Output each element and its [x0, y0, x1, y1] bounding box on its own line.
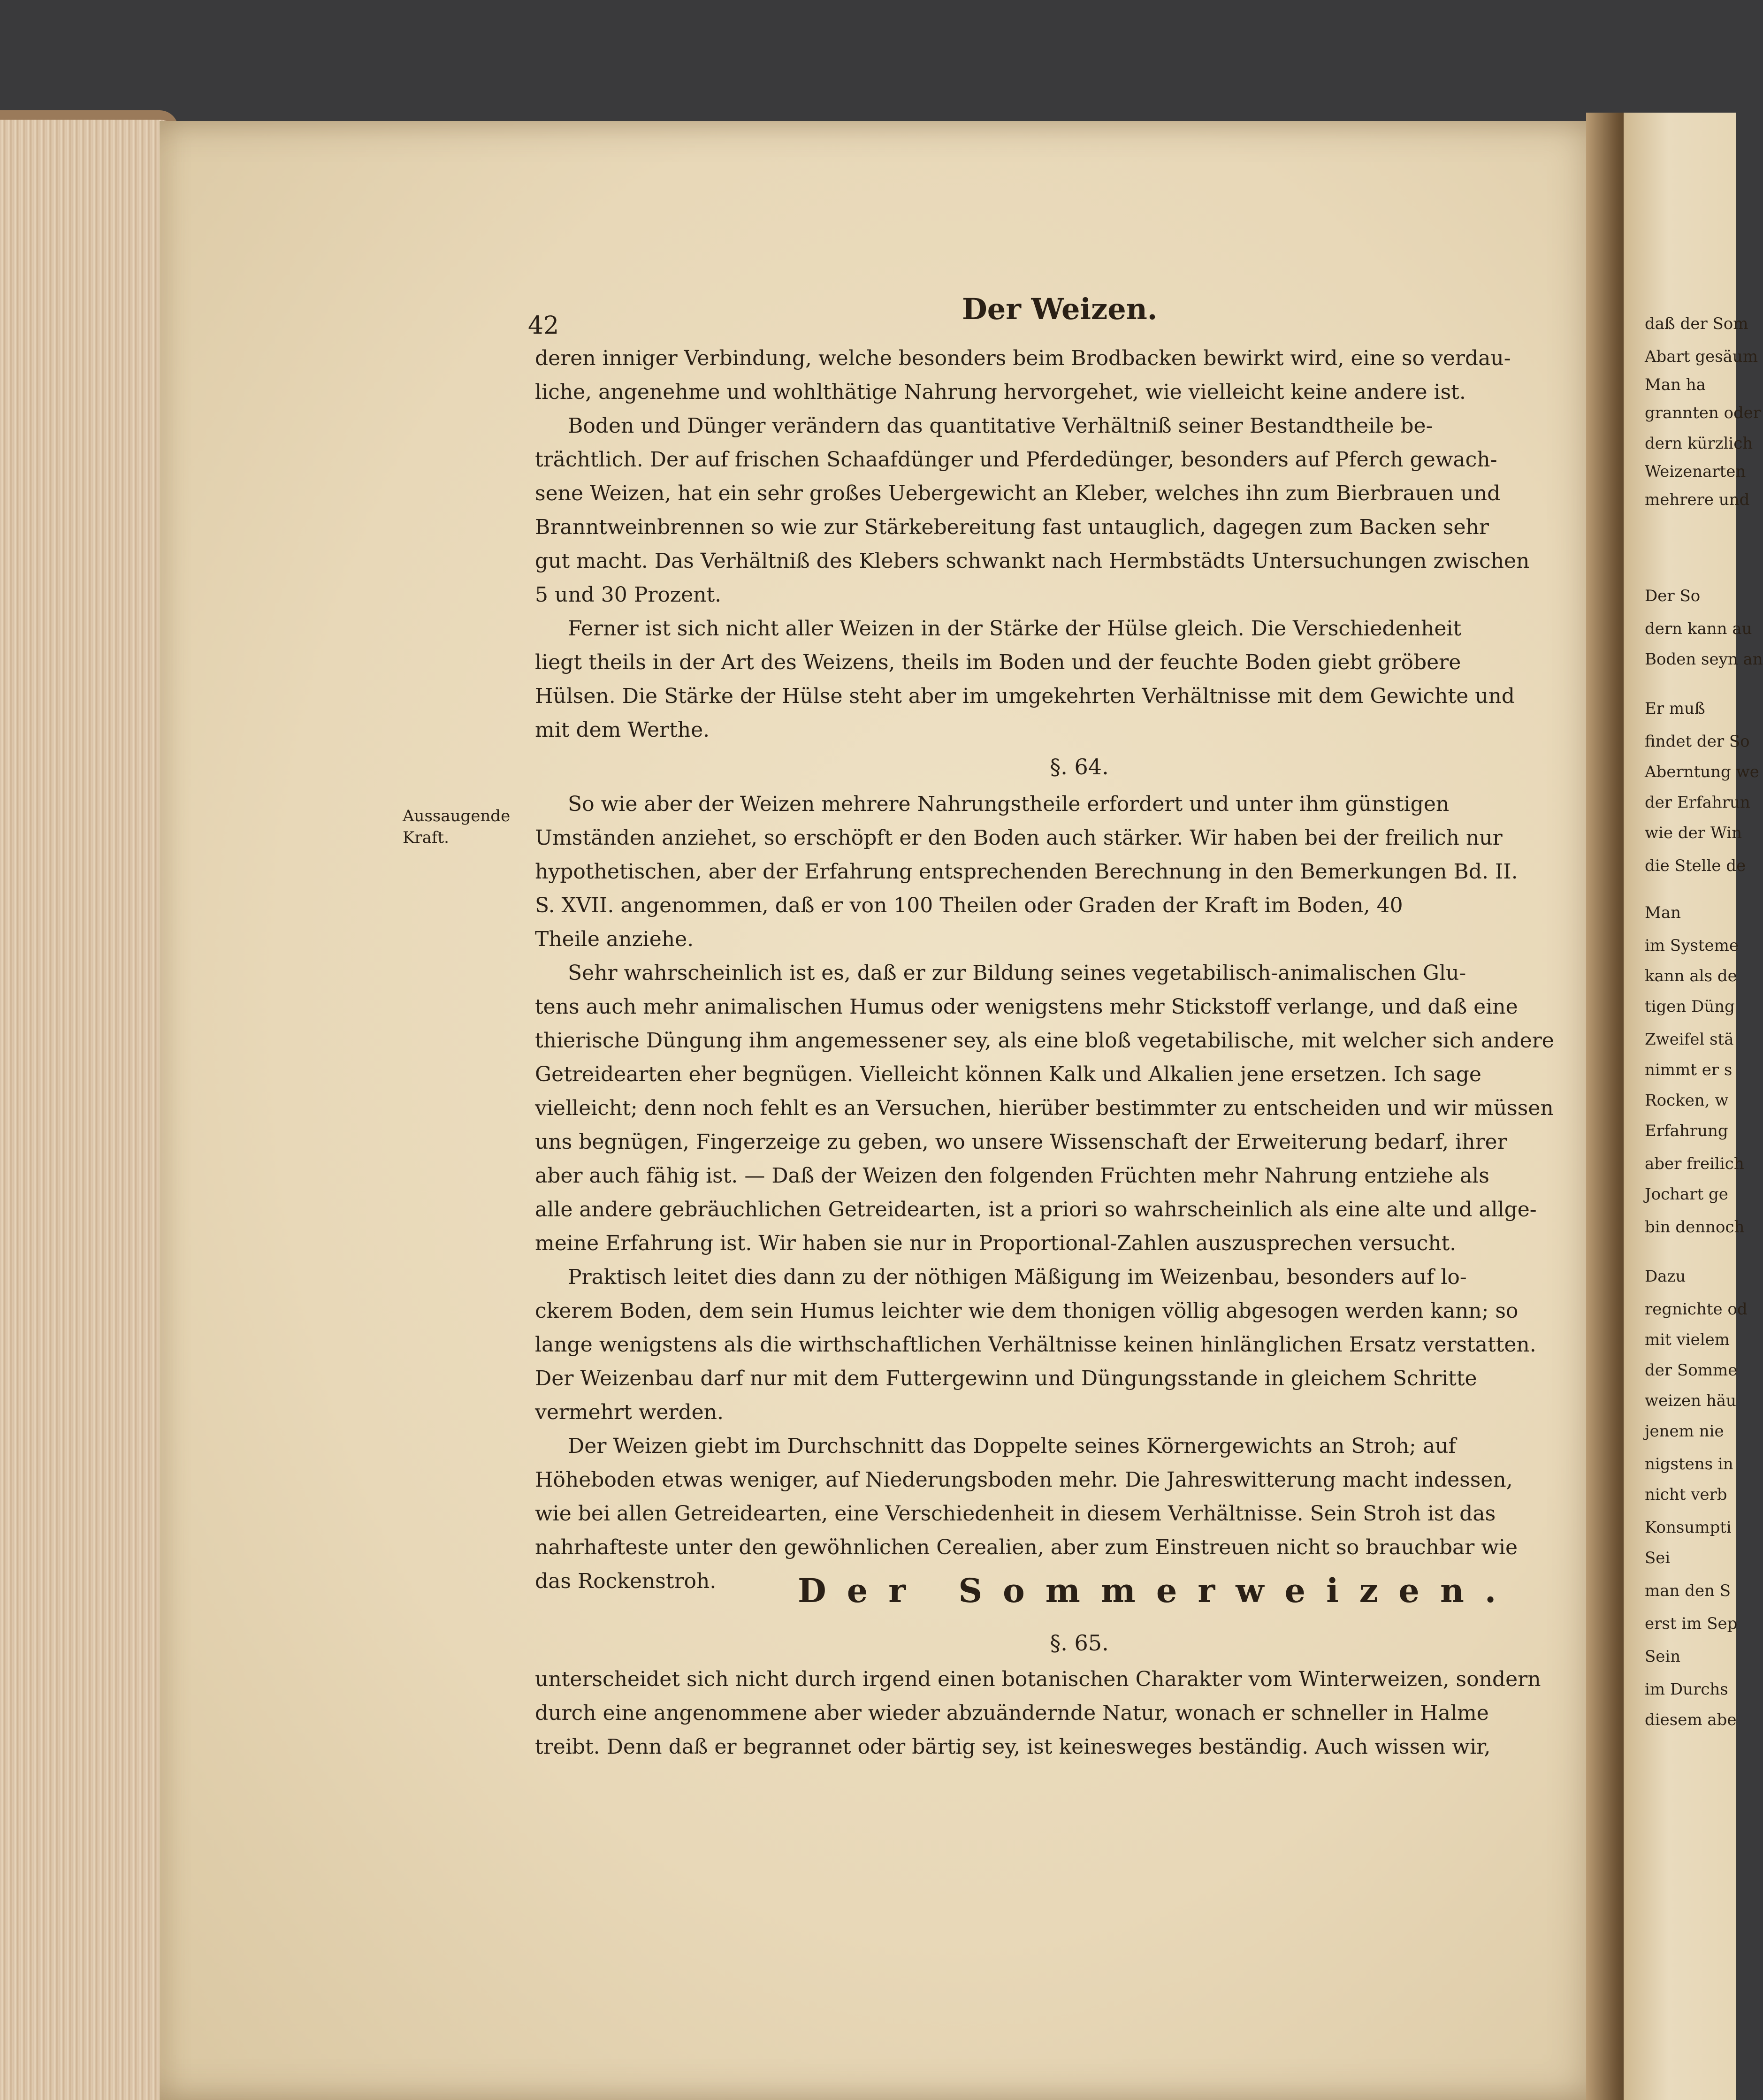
text-line: aber auch fähig ist. — Daß der Weizen den folgenden Früchten mehr Nahrung entziehe als: [535, 1164, 1489, 1188]
text-line: Höheboden etwas weniger, auf Niederungsboden mehr. Die Jahreswitterung macht indessen,: [535, 1468, 1513, 1492]
fragment-line: diesem abe: [1645, 1711, 1737, 1729]
text-line: thierische Düngung ihm angemessener sey, als eine bloß vegetabilische, mit welcher sich andere: [535, 1029, 1554, 1053]
text-line: hypothetischen, aber der Erfahrung entsprechenden Berechnung in den Bemerkungen Bd. II.: [535, 860, 1518, 884]
text-line: gut macht. Das Verhältniß des Klebers schwankt nach Hermbstädts Untersuchungen zwischen: [535, 549, 1530, 573]
fragment-line: nimmt er s: [1645, 1061, 1732, 1079]
text-line: Sehr wahrscheinlich ist es, daß er zur Bildung seines vegetabilisch-animalischen Glu-: [568, 961, 1466, 985]
text-line: durch eine angenommene aber wieder abzuändernde Natur, wonach er schneller in Halme: [535, 1701, 1489, 1725]
fragment-line: der Somme: [1645, 1361, 1738, 1380]
fragment-line: Erfahrung: [1645, 1122, 1728, 1140]
fragment-line: Man: [1645, 903, 1681, 922]
text-line: liche, angenehme und wohlthätige Nahrung hervorgehet, wie vielleicht keine andere ist.: [535, 380, 1466, 404]
section-number-65: §. 65.: [1050, 1630, 1109, 1656]
fragment-line: Zweifel stä: [1645, 1030, 1734, 1049]
fragment-line: Man ha: [1645, 375, 1706, 394]
text-line: ckerem Boden, dem sein Humus leichter wie dem thonigen völlig abgesogen werden kann; so: [535, 1299, 1519, 1323]
text-line: trächtlich. Der auf frischen Schaafdünger und Pferdedünger, besonders auf Pferch gewach-: [535, 448, 1497, 472]
fragment-line: grannten oder: [1645, 404, 1761, 422]
text-line: uns begnügen, Fingerzeige zu geben, wo unsere Wissenschaft der Erweiterung bedarf, ihrer: [535, 1130, 1507, 1154]
fragment-line: wie der Win: [1645, 824, 1742, 842]
fragment-line: Weizenarten: [1645, 462, 1746, 481]
text-line: treibt. Denn daß er begrannet oder bärtig sey, ist keinesweges beständig. Auch wissen wir,: [535, 1735, 1491, 1759]
text-line: Getreidearten eher begnügen. Vielleicht können Kalk und Alkalien jene ersetzen. Ich sage: [535, 1062, 1481, 1086]
fragment-line: Jochart ge: [1645, 1185, 1728, 1204]
text-line: das Rockenstroh.: [535, 1569, 717, 1593]
fragment-line: Rocken, w: [1645, 1091, 1729, 1110]
text-line: Branntweinbrennen so wie zur Stärkebereitung fast untauglich, dagegen zum Backen sehr: [535, 515, 1489, 539]
text-line: S. XVII. angenommen, daß er von 100 Theilen oder Graden der Kraft im Boden, 40: [535, 893, 1403, 917]
fragment-line: dern kann au: [1645, 619, 1752, 638]
text-line: Hülsen. Die Stärke der Hülse steht aber im umgekehrten Verhältnisse mit dem Gewichte und: [535, 684, 1515, 708]
fragment-line: man den S: [1645, 1581, 1731, 1600]
text-line: Umständen anziehet, so erschöpft er den Boden auch stärker. Wir haben bei der freilich nur: [535, 826, 1503, 850]
fragment-line: mit vielem: [1645, 1330, 1730, 1349]
text-line: So wie aber der Weizen mehrere Nahrungstheile erfordert und unter ihm günstigen: [568, 792, 1450, 816]
text-line: deren inniger Verbindung, welche besonders beim Brodbacken bewirkt wird, eine so verdau-: [535, 346, 1511, 370]
fragment-line: jenem nie: [1645, 1422, 1724, 1441]
page-edges: [0, 120, 178, 2100]
text-line: Boden und Dünger verändern das quantitative Verhältniß seiner Bestandtheile be-: [568, 414, 1433, 438]
text-line: meine Erfahrung ist. Wir haben sie nur in Proportional-Zahlen auszusprechen versucht.: [535, 1231, 1457, 1255]
text-line: Der Weizen giebt im Durchschnitt das Doppelte seines Körnergewichts an Stroh; auf: [568, 1434, 1456, 1458]
fragment-line: Sei: [1645, 1549, 1671, 1567]
text-line: wie bei allen Getreidearten, eine Verschiedenheit in diesem Verhältnisse. Sein Stroh ist das: [535, 1502, 1496, 1526]
fragment-line: Aberntung we: [1645, 763, 1759, 781]
running-header: Der Weizen.: [962, 292, 1158, 326]
text-line: alle andere gebräuchlichen Getreidearten, ist a priori so wahrscheinlich als eine alte und allge-: [535, 1198, 1537, 1222]
fragment-line: bin dennoch: [1645, 1218, 1745, 1237]
text-line: Theile anziehe.: [535, 927, 694, 951]
fragment-line: regnichte od: [1645, 1300, 1748, 1319]
text-line: lange wenigstens als die wirthschaftlichen Verhältnisse keinen hinlänglichen Ersatz verstatten.: [535, 1333, 1536, 1357]
fragment-line: weizen häu: [1645, 1391, 1736, 1410]
fragment-line: dern kürzlich: [1645, 434, 1753, 453]
margin-note-line: Kraft.: [403, 828, 449, 847]
text-line: vielleicht; denn noch fehlt es an Versuchen, hierüber bestimmter zu entscheiden und wir müssen: [535, 1096, 1554, 1120]
fragment-line: Boden seyn an: [1645, 650, 1763, 669]
text-line: vermehrt werden.: [535, 1400, 724, 1424]
fragment-line: daß der Som: [1645, 314, 1748, 333]
fragment-line: mehrere und: [1645, 490, 1750, 509]
fragment-line: die Stelle de: [1645, 856, 1746, 875]
fragment-line: tigen Düng: [1645, 997, 1735, 1016]
section-title: Der Sommerweizen.: [798, 1571, 1517, 1610]
fragment-line: Abart gesäum: [1645, 347, 1758, 366]
fragment-line: findet der So: [1645, 732, 1750, 751]
page-number: 42: [528, 312, 559, 340]
fragment-line: Der So: [1645, 587, 1701, 605]
text-line: mit dem Werthe.: [535, 718, 710, 742]
text-line: Praktisch leitet dies dann zu der nöthigen Mäßigung im Weizenbau, besonders auf lo-: [568, 1265, 1467, 1289]
text-line: Der Weizenbau darf nur mit dem Futtergewinn und Düngungsstande in gleichem Schritte: [535, 1367, 1477, 1390]
text-line: unterscheidet sich nicht durch irgend einen botanischen Charakter vom Winterweizen, sondern: [535, 1667, 1541, 1691]
margin-note-line: Aussaugende: [403, 807, 511, 825]
fragment-line: kann als de: [1645, 967, 1737, 985]
text-line: 5 und 30 Prozent.: [535, 583, 722, 607]
text-line: Ferner ist sich nicht aller Weizen in der Stärke der Hülse gleich. Die Verschiedenheit: [568, 617, 1462, 641]
fragment-line: nicht verb: [1645, 1485, 1727, 1504]
fragment-line: Sein: [1645, 1647, 1681, 1666]
text-line: tens auch mehr animalischen Humus oder wenigstens mehr Stickstoff verlange, und daß eine: [535, 995, 1518, 1019]
fragment-line: im Durchs: [1645, 1680, 1728, 1699]
fragment-line: Dazu: [1645, 1267, 1686, 1286]
fragment-line: Er muß: [1645, 699, 1705, 718]
fragment-line: Konsumpti: [1645, 1518, 1732, 1537]
fragment-line: nigstens in: [1645, 1455, 1733, 1474]
fragment-line: im Systeme: [1645, 936, 1739, 955]
fragment-line: der Erfahrun: [1645, 793, 1750, 812]
text-line: sene Weizen, hat ein sehr großes Uebergewicht an Kleber, welches ihn zum Bierbrauen und: [535, 481, 1501, 505]
text-line: nahrhafteste unter den gewöhnlichen Cerealien, aber zum Einstreuen nicht so brauchbar wie: [535, 1535, 1518, 1559]
fragment-line: aber freilich: [1645, 1154, 1744, 1173]
section-number-64: §. 64.: [1050, 754, 1109, 779]
text-line: liegt theils in der Art des Weizens, theils im Boden und der feuchte Boden giebt gröbere: [535, 650, 1461, 674]
fragment-line: erst im Sep: [1645, 1614, 1738, 1633]
